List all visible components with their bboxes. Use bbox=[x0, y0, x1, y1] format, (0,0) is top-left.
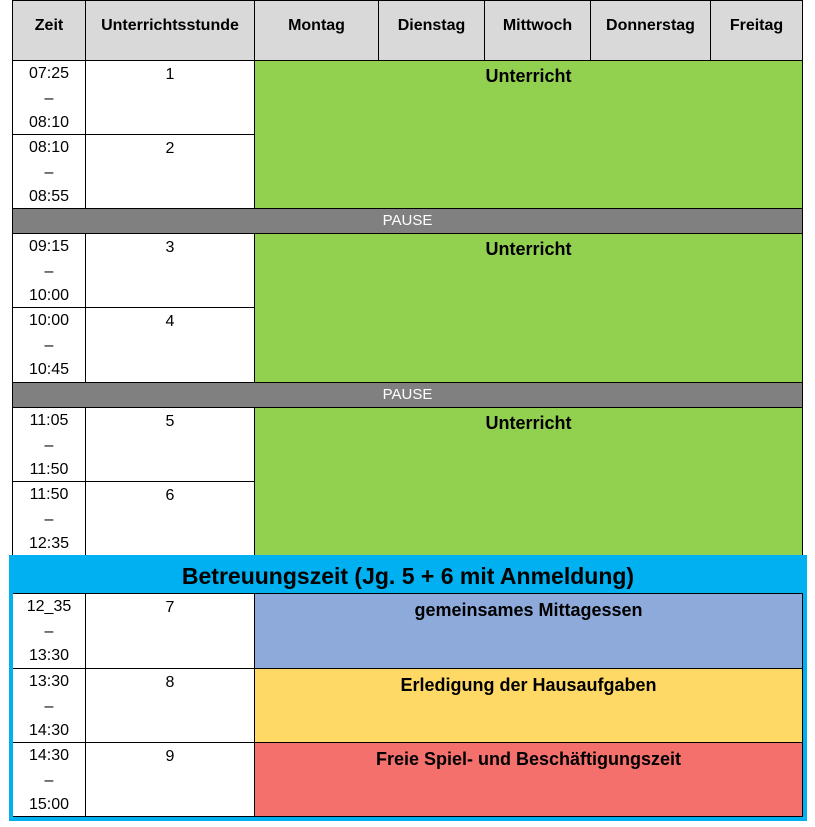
lesson-number: 9 bbox=[85, 742, 255, 817]
time-dash: – bbox=[44, 622, 54, 640]
lesson-number: 3 bbox=[85, 233, 255, 308]
lesson-number: 8 bbox=[85, 668, 255, 743]
time-start: 13:30 bbox=[28, 673, 70, 690]
time-dash: – bbox=[44, 89, 54, 107]
time-start: 12_35 bbox=[26, 598, 72, 615]
time-end: 08:55 bbox=[28, 188, 70, 205]
time-end: 10:45 bbox=[28, 361, 70, 378]
time-start: 07:25 bbox=[28, 65, 70, 82]
time-cell bbox=[12, 742, 86, 817]
time-end: 15:00 bbox=[28, 796, 70, 813]
time-dash: – bbox=[44, 697, 54, 715]
pause-bar-2: PAUSE bbox=[12, 382, 803, 408]
time-dash: – bbox=[44, 436, 54, 454]
activity-hausaufgaben: Erledigung der Hausaufgaben bbox=[254, 668, 803, 743]
activity-mittagessen: gemeinsames Mittagessen bbox=[254, 593, 803, 669]
time-end: 14:30 bbox=[28, 722, 70, 739]
time-cell bbox=[12, 668, 86, 743]
lesson-number: 7 bbox=[85, 593, 255, 669]
header-unterrichtsstunde: Unterrichtsstunde bbox=[85, 0, 255, 61]
lesson-number: 2 bbox=[85, 134, 255, 209]
time-dash: – bbox=[44, 262, 54, 280]
unterricht-block-3: Unterricht bbox=[254, 407, 803, 556]
time-start: 11:50 bbox=[29, 486, 69, 503]
header-montag: Montag bbox=[254, 0, 379, 61]
time-cell bbox=[12, 407, 86, 482]
time-cell bbox=[12, 134, 86, 209]
time-end: 13:30 bbox=[28, 647, 70, 664]
time-end: 08:10 bbox=[28, 114, 70, 131]
time-dash: – bbox=[44, 510, 54, 528]
time-dash: – bbox=[44, 336, 54, 354]
time-end: 11:50 bbox=[29, 461, 69, 478]
unterricht-block-1: Unterricht bbox=[254, 60, 803, 209]
pause-bar-1: PAUSE bbox=[12, 208, 803, 234]
activity-freie-spielzeit: Freie Spiel- und Beschäftigungszeit bbox=[254, 742, 803, 817]
header-donnerstag: Donnerstag bbox=[590, 0, 711, 61]
time-cell bbox=[12, 233, 86, 308]
lesson-number: 5 bbox=[85, 407, 255, 482]
lesson-number: 1 bbox=[85, 60, 255, 135]
time-start: 08:10 bbox=[28, 139, 70, 156]
lesson-number: 4 bbox=[85, 307, 255, 383]
betreuung-title: Betreuungszeit (Jg. 5 + 6 mit Anmeldung) bbox=[10, 556, 806, 594]
lesson-number: 6 bbox=[85, 481, 255, 556]
time-cell bbox=[12, 593, 86, 669]
time-end: 10:00 bbox=[28, 287, 70, 304]
header-freitag: Freitag bbox=[710, 0, 803, 61]
time-start: 14:30 bbox=[28, 747, 70, 764]
time-start: 11:05 bbox=[29, 412, 69, 429]
header-mittwoch: Mittwoch bbox=[484, 0, 591, 61]
time-cell bbox=[12, 481, 86, 556]
time-dash: – bbox=[44, 771, 54, 789]
time-cell bbox=[12, 60, 86, 135]
time-cell bbox=[12, 307, 86, 383]
unterricht-block-2: Unterricht bbox=[254, 233, 803, 383]
header-dienstag: Dienstag bbox=[378, 0, 485, 61]
time-dash: – bbox=[44, 163, 54, 181]
header-zeit: Zeit bbox=[12, 0, 86, 61]
time-start: 10:00 bbox=[28, 312, 70, 329]
time-start: 09:15 bbox=[28, 238, 70, 255]
time-end: 12:35 bbox=[28, 535, 70, 552]
